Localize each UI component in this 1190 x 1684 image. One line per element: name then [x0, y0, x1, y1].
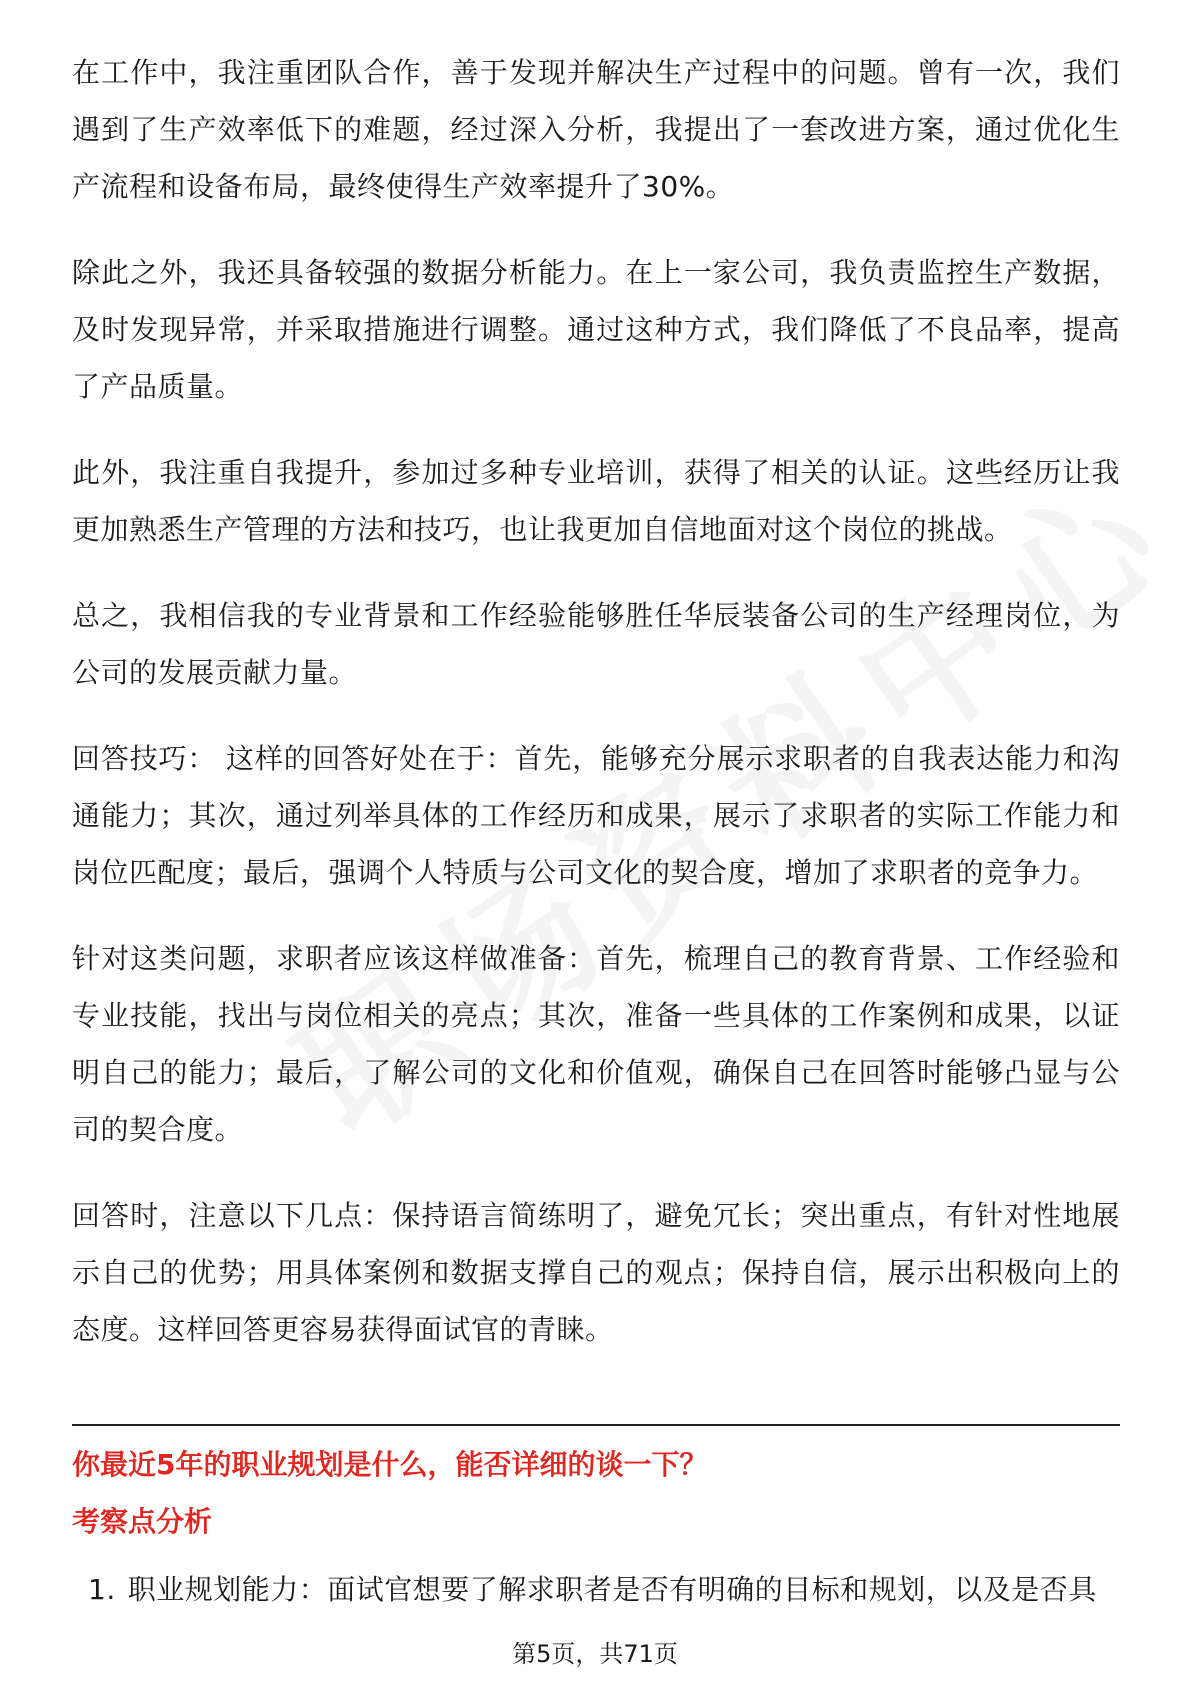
- page-number-footer: 第5页，共71页: [512, 1640, 678, 1668]
- paragraph: 回答时，注意以下几点：保持语言简练明了，避免冗长；突出重点，有针对性地展示自己的优势；用具体案例和数据支撑自己的观点；保持自信，展示出积极向上的态度。这样回答更容易获得面试官的青睐。: [72, 1199, 1120, 1346]
- paragraph-answer-tips: 回答技巧： 这样的回答好处在于：首先，能够充分展示求职者的自我表达能力和沟通能力；其次，通过列举具体的工作经历和成果，展示了求职者的实际工作能力和岗位匹配度；最后，强调个人特质与公司文化的契合度，增加了求职者的竞争力。: [72, 742, 1120, 889]
- list-item: [88, 1565, 1120, 1615]
- list-number: 1.: [88, 1573, 116, 1606]
- paragraph: 除此之外，我还具备较强的数据分析能力。在上一家公司，我负责监控生产数据，及时发现异常，并采取措施进行调整。通过这种方式，我们降低了不良品率，提高了产品质量。: [72, 256, 1120, 403]
- paragraph: 此外，我注重自我提升，参加过多种专业培训，获得了相关的认证。这些经历让我更加熟悉生产管理的方法和技巧，也让我更加自信地面对这个岗位的挑战。: [72, 456, 1120, 546]
- list-item-text: 职业规划能力：面试官想要了解求职者是否有明确的目标和规划，以及是否具: [127, 1573, 1097, 1606]
- paragraph: 针对这类问题，求职者应该这样做准备：首先，梳理自己的教育背景、工作经验和专业技能，找出与岗位相关的亮点；其次，准备一些具体的工作案例和成果，以证明自己的能力；最后，了解公司的文化和价值观，确保自己在回答时能够凸显与公司的契合度。: [72, 942, 1120, 1146]
- body-content: [72, 44, 1120, 1387]
- section-heading: 考察点分析: [72, 1505, 213, 1538]
- paragraph: 在工作中，我注重团队合作，善于发现并解决生产过程中的问题。曾有一次，我们遇到了生产效率低下的难题，经过深入分析，我提出了一套改进方案，通过优化生产流程和设备布局，最终使得生产效率提升了30%。: [72, 56, 1120, 203]
- question-heading: 你最近5年的职业规划是什么，能否详细的谈一下？: [72, 1448, 708, 1481]
- paragraph: 总之，我相信我的专业背景和工作经验能够胜任华辰装备公司的生产经理岗位，为公司的发展贡献力量。: [72, 599, 1120, 689]
- section-divider: [72, 1424, 1120, 1426]
